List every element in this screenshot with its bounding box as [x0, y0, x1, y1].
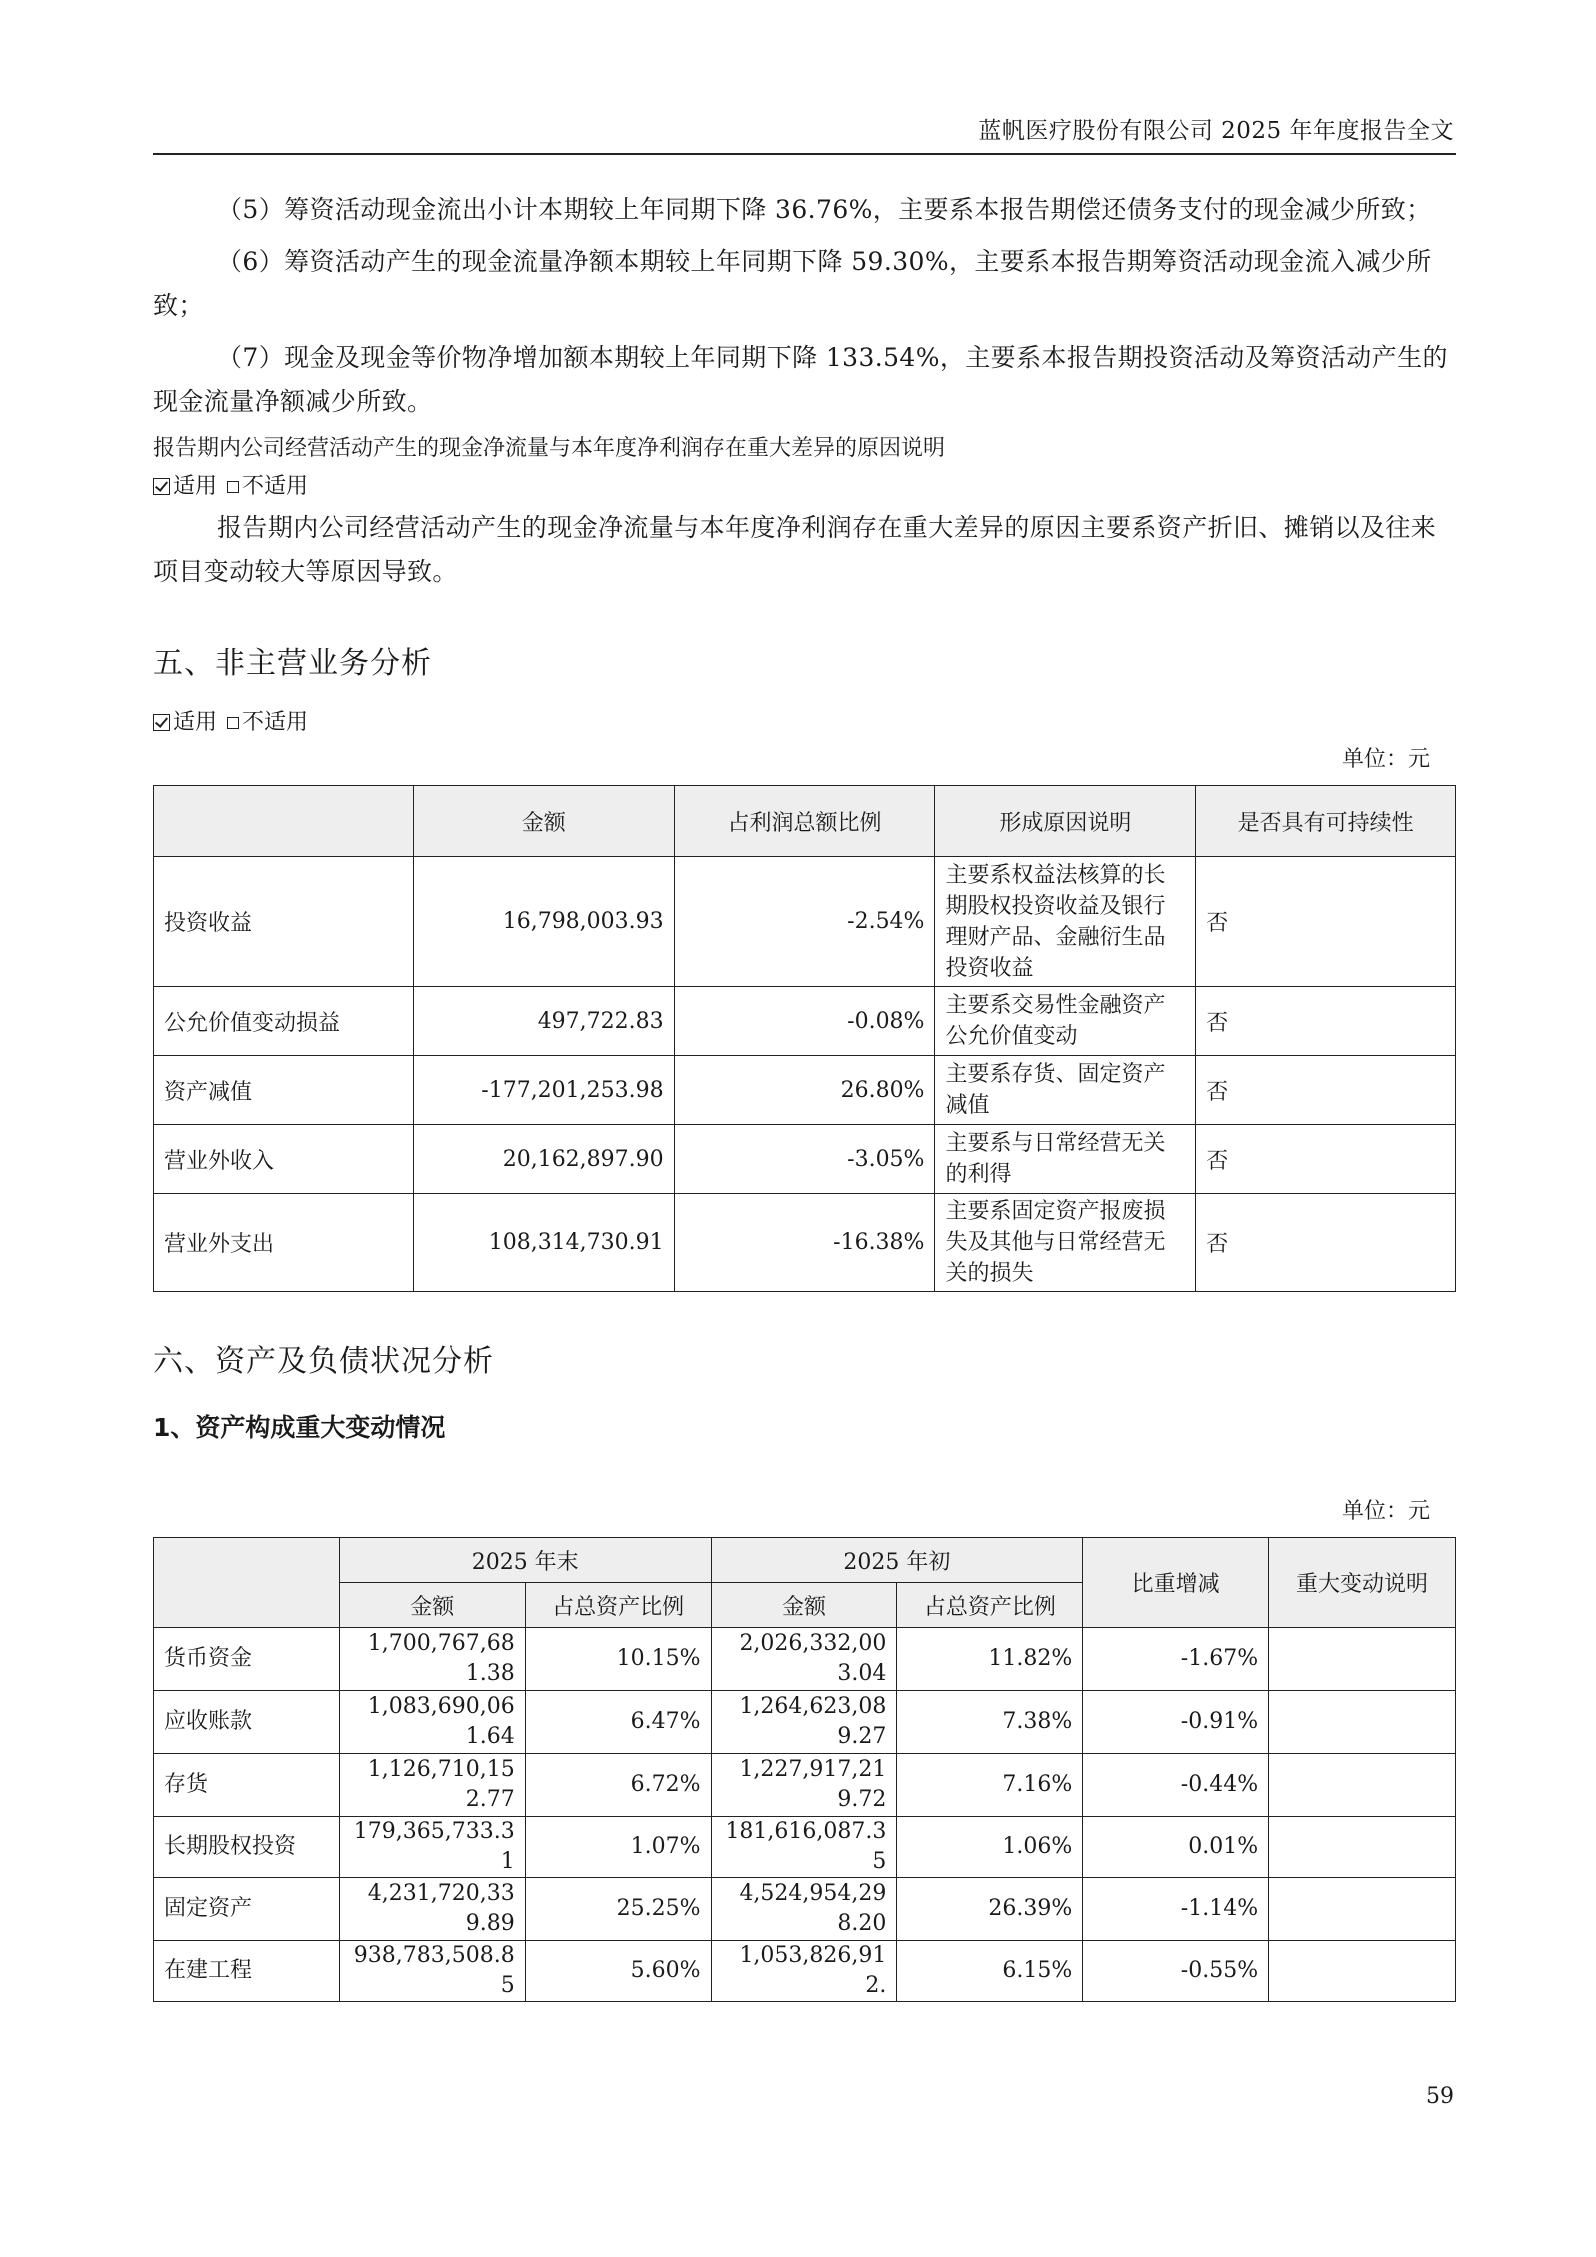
table-row	[154, 1056, 1456, 1125]
change-cell: -1.14%	[1083, 1878, 1269, 1941]
note-cell	[1269, 1691, 1456, 1754]
ratio-cell: -3.05%	[674, 1125, 935, 1194]
header-divider	[153, 153, 1456, 155]
table-row	[154, 1125, 1456, 1194]
ratio-cell: 26.80%	[674, 1056, 935, 1125]
paragraph-cash-increase: （7）现金及现金等价物净增加额本期较上年同期下降 133.54%，主要系本报告期投资活动及筹资活动产生的现金流量净额减少所致。	[153, 343, 1448, 416]
amount-cell: 108,314,730.91	[413, 1194, 674, 1292]
row-label: 长期股权投资	[154, 1817, 340, 1878]
change-cell: -0.55%	[1083, 1941, 1269, 2002]
reason-cell: 主要系权益法核算的长期股权投资收益及银行理财产品、金融衍生品投资收益	[935, 857, 1196, 987]
row-label: 固定资产	[154, 1878, 340, 1941]
sustainability-cell: 否	[1196, 857, 1456, 987]
change-cell: 0.01%	[1083, 1817, 1269, 1878]
reason-cell: 主要系交易性金融资产公允价值变动	[935, 987, 1196, 1056]
column-header	[154, 1538, 340, 1628]
ratio-cell: 11.82%	[897, 1628, 1083, 1691]
difference-explanation: 报告期内公司经营活动产生的现金净流量与本年度净利润存在重大差异的原因主要系资产折旧、摊销以及往来项目变动较大等原因导致。	[153, 513, 1437, 586]
ratio-cell: 10.15%	[525, 1628, 711, 1691]
reason-cell: 主要系存货、固定资产减值	[935, 1056, 1196, 1125]
row-label: 在建工程	[154, 1941, 340, 2002]
reason-cell: 主要系固定资产报废损失及其他与日常经营无关的损失	[935, 1194, 1196, 1292]
column-header-amount: 金额	[711, 1583, 897, 1628]
table-row	[154, 1628, 1456, 1691]
column-group-header-year-start: 2025 年初	[711, 1538, 1083, 1583]
amount-cell: 20,162,897.90	[413, 1125, 674, 1194]
amount-cell: 938,783,508.85	[339, 1941, 525, 2002]
section-title-assets-liabilities: 六、资产及负债状况分析	[153, 1344, 494, 1379]
table-row	[154, 1817, 1456, 1878]
ratio-cell: 5.60%	[525, 1941, 711, 2002]
asset-composition-table	[153, 1537, 1456, 2002]
ratio-cell: 6.72%	[525, 1754, 711, 1817]
sustainability-cell: 否	[1196, 987, 1456, 1056]
table-header-row	[154, 786, 1456, 857]
table-row	[154, 1754, 1456, 1817]
table-row	[154, 1941, 1456, 2002]
unit-label: 单位：元	[1341, 1499, 1430, 1524]
amount-cell: 1,083,690,061.64	[339, 1691, 525, 1754]
row-label: 资产减值	[154, 1056, 414, 1125]
note-cell	[1269, 1628, 1456, 1691]
amount-cell: 497,722.83	[413, 987, 674, 1056]
note-cell	[1269, 1754, 1456, 1817]
amount-cell: 16,798,003.93	[413, 857, 674, 987]
column-group-header-year-end: 2025 年末	[339, 1538, 711, 1583]
amount-cell: 1,264,623,089.27	[711, 1691, 897, 1754]
not-applicable-label: 不适用	[242, 710, 309, 735]
column-header: 是否具有可持续性	[1196, 786, 1456, 857]
amount-cell: 1,126,710,152.77	[339, 1754, 525, 1817]
table-row	[154, 1878, 1456, 1941]
row-label: 营业外支出	[154, 1194, 414, 1292]
amount-cell: 181,616,087.35	[711, 1817, 897, 1878]
amount-cell: 179,365,733.31	[339, 1817, 525, 1878]
ratio-cell: 1.06%	[897, 1817, 1083, 1878]
page-body	[153, 188, 1456, 2002]
applicability-checkbox-group	[153, 706, 1456, 740]
column-header-ratio: 占总资产比例	[525, 1583, 711, 1628]
amount-cell: 1,227,917,219.72	[711, 1754, 897, 1817]
column-header: 形成原因说明	[935, 786, 1196, 857]
note-cell	[1269, 1941, 1456, 2002]
row-label: 投资收益	[154, 857, 414, 987]
column-header-change: 比重增减	[1083, 1538, 1269, 1628]
checked-box-icon[interactable]	[153, 714, 170, 731]
ratio-cell: -0.08%	[674, 987, 935, 1056]
reason-cell: 主要系与日常经营无关的利得	[935, 1125, 1196, 1194]
table-row	[154, 857, 1456, 987]
column-header-note: 重大变动说明	[1269, 1538, 1456, 1628]
ratio-cell: 25.25%	[525, 1878, 711, 1941]
amount-cell: -177,201,253.98	[413, 1056, 674, 1125]
amount-cell: 1,700,767,681.38	[339, 1628, 525, 1691]
ratio-cell: 7.38%	[897, 1691, 1083, 1754]
row-label: 营业外收入	[154, 1125, 414, 1194]
subsection-title-asset-composition: 1、资产构成重大变动情况	[153, 1413, 446, 1442]
paragraph-financing-net: （6）筹资活动产生的现金流量净额本期较上年同期下降 59.30%，主要系本报告期筹资活动现金流入减少所致；	[153, 247, 1432, 320]
column-header: 金额	[413, 786, 674, 857]
column-header-ratio: 占总资产比例	[897, 1583, 1083, 1628]
row-label: 公允价值变动损益	[154, 987, 414, 1056]
row-label: 存货	[154, 1754, 340, 1817]
amount-cell: 4,231,720,339.89	[339, 1878, 525, 1941]
ratio-cell: 1.07%	[525, 1817, 711, 1878]
sustainability-cell: 否	[1196, 1194, 1456, 1292]
paragraph-financing-outflow: （5）筹资活动现金流出小计本期较上年同期下降 36.76%，主要系本报告期偿还债务支付的现金减少所致；	[217, 195, 1432, 224]
applicable-label: 适用	[173, 474, 218, 499]
ratio-cell: 6.15%	[897, 1941, 1083, 2002]
ratio-cell: 6.47%	[525, 1691, 711, 1754]
note-cell	[1269, 1878, 1456, 1941]
column-header: 占利润总额比例	[674, 786, 935, 857]
table-row	[154, 1691, 1456, 1754]
applicable-label: 适用	[173, 710, 218, 735]
change-cell: -1.67%	[1083, 1628, 1269, 1691]
unchecked-box-icon[interactable]	[227, 481, 239, 493]
not-applicable-label: 不适用	[242, 474, 309, 499]
change-cell: -0.44%	[1083, 1754, 1269, 1817]
amount-cell: 1,053,826,912.	[711, 1941, 897, 2002]
page-number: 59	[1426, 2084, 1454, 2109]
applicability-checkbox-group	[153, 470, 1456, 504]
unchecked-box-icon[interactable]	[227, 717, 239, 729]
amount-cell: 2,026,332,003.04	[711, 1628, 897, 1691]
report-header-title: 蓝帆医疗股份有限公司 2025 年年度报告全文	[978, 118, 1454, 144]
change-cell: -0.91%	[1083, 1691, 1269, 1754]
ratio-cell: 7.16%	[897, 1754, 1083, 1817]
ratio-cell: 26.39%	[897, 1878, 1083, 1941]
row-label: 货币资金	[154, 1628, 340, 1691]
table-header-row	[154, 1538, 1456, 1583]
ratio-cell: -16.38%	[674, 1194, 935, 1292]
checked-box-icon[interactable]	[153, 478, 170, 495]
sustainability-cell: 否	[1196, 1125, 1456, 1194]
amount-cell: 4,524,954,298.20	[711, 1878, 897, 1941]
row-label: 应收账款	[154, 1691, 340, 1754]
difference-heading: 报告期内公司经营活动产生的现金净流量与本年度净利润存在重大差异的原因说明	[153, 436, 946, 461]
sustainability-cell: 否	[1196, 1056, 1456, 1125]
column-header	[154, 786, 414, 857]
section-title-non-core-business: 五、非主营业务分析	[153, 646, 432, 681]
note-cell	[1269, 1817, 1456, 1878]
table-row	[154, 1194, 1456, 1292]
column-header-amount: 金额	[339, 1583, 525, 1628]
ratio-cell: -2.54%	[674, 857, 935, 987]
non-core-business-table	[153, 785, 1456, 1292]
unit-label: 单位：元	[1341, 747, 1430, 772]
table-row	[154, 987, 1456, 1056]
